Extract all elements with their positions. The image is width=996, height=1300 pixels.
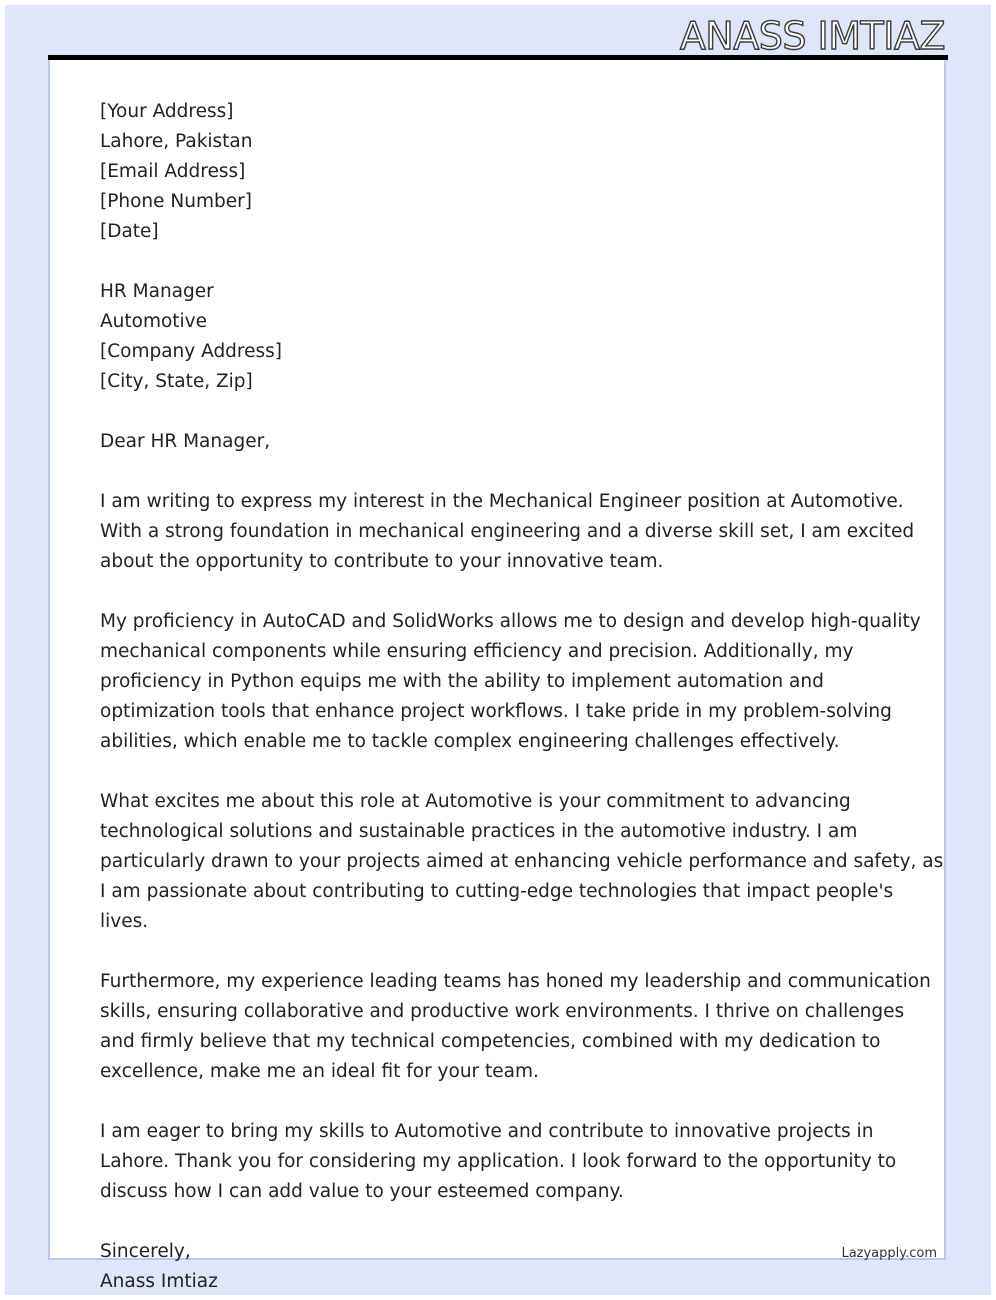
paragraph-line: excellence, make me an ideal fit for your team.: [100, 1061, 539, 1082]
paragraph-line: What excites me about this role at Automotive is your commitment to advancing: [100, 791, 851, 812]
paragraph-line: I am writing to express my interest in the Mechanical Engineer position at Automotive.: [100, 491, 904, 512]
paragraph-line: lives.: [100, 911, 149, 932]
body-paragraph-1: [100, 487, 915, 577]
paragraph-line: skills, ensuring collaborative and productive work environments. I thrive on challenges: [100, 1001, 905, 1022]
paragraph-line: technological solutions and sustainable practices in the automotive industry. I am: [100, 821, 858, 842]
paragraph-line: With a strong foundation in mechanical engineering and a diverse skill set, I am excited: [100, 521, 915, 542]
paragraph-line: proficiency in Python equips me with the ability to implement automation and: [100, 671, 824, 692]
paragraph-line: particularly drawn to your projects aimed at enhancing vehicle performance and safety, as: [100, 851, 944, 872]
paragraph-line: Furthermore, my experience leading teams has honed my leadership and communication: [100, 971, 931, 992]
body-paragraph-2: [100, 607, 921, 757]
closing: Sincerely,: [100, 1241, 191, 1262]
paragraph-line: about the opportunity to contribute to your innovative team.: [100, 551, 664, 572]
paragraph-line: I am eager to bring my skills to Automotive and contribute to innovative projects in: [100, 1121, 874, 1142]
letter-date: [Date]: [100, 221, 159, 242]
sender-city: Lahore, Pakistan: [100, 131, 253, 152]
applicant-name: ANASS IMTIAZ: [679, 14, 945, 58]
recipient-city-state-zip: [City, State, Zip]: [100, 371, 253, 392]
recipient-company: Automotive: [100, 311, 208, 332]
body-paragraph-5: [100, 1117, 900, 1207]
body-paragraph-3: [100, 787, 944, 937]
paragraph-line: Lahore. Thank you for considering my application. I look forward to the opportunity to: [100, 1151, 897, 1172]
salutation: Dear HR Manager,: [100, 431, 271, 452]
body-paragraph-4: [100, 967, 931, 1087]
paragraph-line: and firmly believe that my technical competencies, combined with my dedication to: [100, 1031, 881, 1052]
paragraph-line: My proficiency in AutoCAD and SolidWorks allows me to design and develop high-quality: [100, 611, 921, 632]
recipient-title: HR Manager: [100, 281, 214, 302]
paragraph-line: mechanical components while ensuring efficiency and precision. Additionally, my: [100, 641, 854, 662]
sender-address: [Your Address]: [100, 101, 234, 122]
watermark: Lazyapply.com: [841, 1246, 937, 1261]
cover-letter-body: [100, 97, 944, 1297]
sender-phone: [Phone Number]: [100, 191, 252, 212]
paragraph-line: I am passionate about contributing to cutting-edge technologies that impact people's: [100, 881, 894, 902]
signature-name: Anass Imtiaz: [100, 1271, 218, 1292]
sender-email: [Email Address]: [100, 161, 246, 182]
paragraph-line: discuss how I can add value to your esteemed company.: [100, 1181, 624, 1202]
paragraph-line: optimization tools that enhance project workflows. I take pride in my problem-solving: [100, 701, 892, 722]
recipient-company-address: [Company Address]: [100, 341, 283, 362]
paragraph-line: abilities, which enable me to tackle complex engineering challenges effectively.: [100, 731, 840, 752]
